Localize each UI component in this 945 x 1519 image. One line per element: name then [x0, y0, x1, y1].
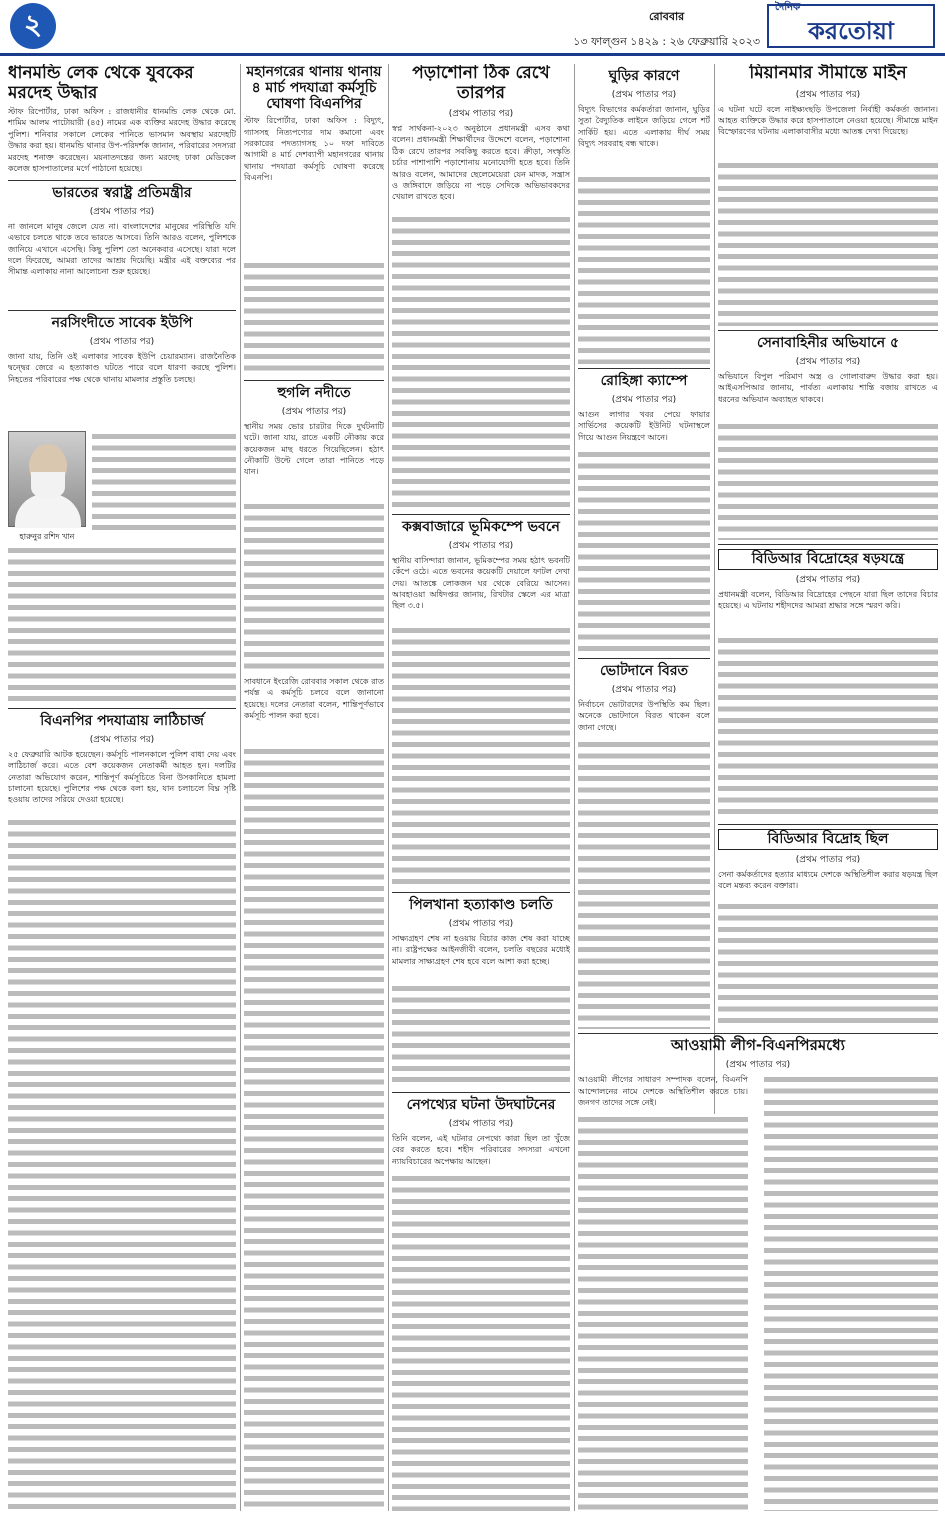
headline-bnp-march[interactable]: মহানগরের থানায় থানায় ৪ মার্চ পদযাত্রা কর্মসূচি ঘোষণা বিএনপির — [246, 64, 382, 113]
newspaper-logo — [767, 1, 935, 48]
continued-label: (প্রথম পাতার পর) — [89, 206, 155, 217]
continued-label: (প্রথম পাতার পর) — [611, 394, 677, 405]
continued-label: (প্রথম পাতার পর) — [448, 918, 514, 929]
column-5 — [718, 64, 938, 1029]
article-continuation — [244, 676, 384, 1511]
article-kite — [578, 64, 710, 364]
article-body: এ ঘটনা ঘটে বলে নাইক্ষ্যংছড়ি উপজেলা নির্বাহী কর্মকর্তা জানান। আহত ব্যক্তিকে উদ্ধার করে হাসপাতালে নেওয়া হয়েছে। সীমান্তে মাইন বিস্ফোরণের ঘটনায় এলাকাবাসীর মধ্যে আতঙ্ক দেখা দিয়েছে। — [718, 104, 938, 137]
headline-study[interactable]: পড়াশোনা ঠিক রেখে তারপর — [412, 64, 550, 103]
headline-india-minister[interactable]: ভারতের স্বরাষ্ট্র প্রতিমন্ত্রীর — [52, 185, 192, 201]
article-myanmar-mine — [718, 64, 938, 326]
article-bdr-mutiny — [718, 824, 938, 1029]
article-body: ২৫ ফেব্রুয়ারি আটক হয়েছেন। কর্মসূচি পালনকালে পুলিশ বাধা দেয় এবং লাঠিচার্জ করে। এতে বেশ কয়েকজন নেতাকর্মী আহত হন। দলটির নেতারা অভিযোগ করেন, শান্তিপূর্ণ কর্মসূচিতে বিনা উসকানিতে হামলা চালানো হয়েছে। পুলিশের পক্ষ থেকে বলা হয়, যান চলাচলে বিঘ্ন সৃষ্টি হওয়ায় তাদের সরিয়ে দেওয়া হয়েছে। — [8, 749, 236, 805]
headline-kite[interactable]: ঘুড়ির কারণে — [608, 68, 680, 84]
article-body: সাবধানে ইংরেজি রোববার সকাল থেকে রাত পর্যন্ত এ কর্মসূচি চলবে বলে জানানো হয়েছে। দলের নেতারা বলেন, শান্তিপূর্ণভাবে কর্মসূচি পালন করা হবে। — [244, 677, 384, 721]
column-1 — [8, 64, 236, 1511]
headline-hooghly[interactable]: হুগলি নদীতে — [277, 385, 351, 401]
logo-title: করতোয়া — [808, 16, 894, 45]
article-bnp-march — [244, 64, 384, 376]
dateline — [573, 8, 760, 52]
continued-label: (প্রথম পাতার পর) — [448, 540, 514, 551]
article-body: জানা যায়, তিনি ওই এলাকার সাবেক ইউপি চেয়ারম্যান। রাজনৈতিক দ্বন্দ্বের জেরে এ হত্যাকাণ্ড ঘটতে পারে বলে ধারণা করছে পুলিশ। নিহতের পরিবারের পক্ষ থেকে থানায় মামলার প্রস্তুতি চলছে। — [8, 351, 236, 384]
column-rule — [388, 64, 389, 1511]
day-label: রোববার — [649, 10, 685, 23]
headline-myanmar-mine[interactable]: মিয়ানমার সীমান্তে মাইন — [749, 64, 907, 83]
continued-label: (প্রথম পাতার পর) — [795, 356, 861, 367]
article-bnp-lathicharge — [8, 708, 236, 1511]
column-4 — [578, 64, 710, 1029]
continued-label: (প্রথম পাতার পর) — [611, 684, 677, 695]
headline-awami-bnp[interactable]: আওয়ামী লীগ-বিএনপিরমধ্যে — [671, 1036, 845, 1054]
article-study — [392, 64, 570, 510]
article-body: তিনি বলেন, এই ঘটনার নেপথ্যে কারা ছিল তা খুঁজে বের করতে হবে। শহীদ পরিবারের সদস্যরা এখনো ন্যায়বিচারের অপেক্ষায় আছেন। — [392, 1133, 570, 1166]
article-body: সেনা কর্মকর্তাদের হত্যার মাধ্যমে দেশকে অস্থিতিশীল করার ষড়যন্ত্র ছিল বলে মন্তব্য করেন বক্তারা। — [718, 869, 938, 891]
article-body: বিদ্যুৎ বিভাগের কর্মকর্তারা জানান, ঘুড়ির সুতা বৈদ্যুতিক লাইনে জড়িয়ে গেলে শর্ট সার্কিট হয়। এতে এলাকায় দীর্ঘ সময় বিদ্যুৎ সরবরাহ বন্ধ থাকে। — [578, 104, 710, 148]
page-number: ২ — [10, 3, 56, 49]
article-body: আগুন লাগার খবর পেয়ে ফায়ার সার্ভিসের কয়েকটি ইউনিট ঘটনাস্থলে গিয়ে আগুন নিয়ন্ত্রণে আনে। — [578, 409, 710, 442]
article-narsingdi — [8, 310, 236, 704]
article-rohingya — [578, 368, 710, 654]
headline-pilkhana[interactable]: পিলখানা হত্যাকাণ্ড চলতি — [409, 897, 553, 913]
article-voting — [578, 658, 710, 1029]
article-hooghly — [244, 380, 384, 670]
article-pilkhana — [392, 892, 570, 1088]
headline-voting[interactable]: ভোটদানে বিরত — [599, 663, 689, 679]
article-body: না জানলে মানুষ জেলে যেত না। বাংলাদেশের মানুষের পরিস্থিতি যদি এভাবে চলতে থাকে তবে ভারতে আসবে। তিনি আরও বলেন, পুলিশকে জানিয়ে এখানে এসেছি। কিছু পুলিশ তো অনেকবার এসেছে। যারা দলে দলে ফিরেছে, আমরা তাদের আশ্রয় দিয়েছি। মন্ত্রীর এই বক্তব্যের পর সীমান্ত এলাকায় নানা আলোচনা শুরু হয়েছে। — [8, 221, 236, 277]
article-dhanmondi — [8, 64, 236, 176]
article-awami-bnp — [578, 1033, 938, 1511]
column-rule — [240, 64, 241, 1511]
headline-army-operation[interactable]: সেনাবাহিনীর অভিযানে ৫ — [756, 335, 900, 351]
continued-label: (প্রথম পাতার পর) — [448, 1118, 514, 1129]
portrait-photo — [8, 431, 86, 527]
headline-behind-scenes[interactable]: নেপথ্যের ঘটনা উদঘাটনের — [406, 1097, 556, 1113]
headline-coxsbazar[interactable]: কক্সবাজারে ভূমিকম্পে ভবনে — [402, 519, 560, 535]
headline-bdr-mutiny[interactable]: বিডিআর বিদ্রোহ ছিল — [718, 829, 938, 850]
article-behind-scenes — [392, 1092, 570, 1511]
headline-bdr-conspiracy[interactable]: বিডিআর বিদ্রোহের ষড়যন্ত্রে — [718, 549, 938, 570]
article-body: স্বপ্ন সার্থকনা-২০২৩ অনুষ্ঠানে প্রধানমন্ত্রী এসব কথা বলেন। প্রধানমন্ত্রী শিক্ষার্থীদের উদ্দেশে বলেন, পড়াশোনা ঠিক রেখে তারপর সবকিছু করতে হবে। ক্রীড়া, সংস্কৃতি চর্চার পাশাপাশি পড়াশোনায় মনোযোগী হতে হবে। তিনি আরও বলেন, আমাদের ছেলেমেয়েরা যেন মাদক, সন্ত্রাস ও জঙ্গিবাদে জড়িয়ে না পড়ে সেদিকে অভিভাবকদের খেয়াল রাখতে হবে। — [392, 124, 570, 202]
article-body: স্থানীয় সময় ভোর চারটার দিকে দুর্ঘটনাটি ঘটে। জানা যায়, রাতে একটি নৌকায় করে কয়েকজন মাছ ধরতে গিয়েছিলেন। হঠাৎ নৌকাটি উল্টে গেলে তারা পানিতে পড়ে যান। — [244, 421, 384, 477]
continued-label: (প্রথম পাতার পর) — [795, 854, 861, 865]
continued-label: (প্রথম পাতার পর) — [725, 1060, 791, 1071]
column-rule — [574, 64, 575, 1511]
article-body: সাক্ষ্যগ্রহণ শেষ না হওয়ায় বিচার কাজ শেষ করা যাচ্ছে না। রাষ্ট্রপক্ষের আইনজীবী বলেন, চলতি বছরের মধ্যেই মামলার সাক্ষ্যগ্রহণ শেষ হবে বলে আশা করা হচ্ছে। — [392, 933, 570, 966]
headline-bnp-lathicharge[interactable]: বিএনপির পদযাত্রায় লাঠিচার্জ — [40, 713, 204, 729]
article-body: নির্বাচনে ভোটারদের উপস্থিতি কম ছিল। অনেকে ভোটদানে বিরত থাকেন বলে জানা গেছে। — [578, 699, 710, 732]
headline-dhanmondi[interactable]: ধানমন্ডি লেক থেকে যুবকের মরদেহ উদ্ধার — [8, 64, 194, 103]
article-body: স্থানীয় বাসিন্দারা জানান, ভূমিকম্পের সময় হঠাৎ ভবনটি কেঁপে ওঠে। এতে ভবনের কয়েকটি দেয়ালে ফাটল দেখা দেয়। আতঙ্কে লোকজন ঘর থেকে বেরিয়ে আসেন। আবহাওয়া অধিদপ্তর জানায়, রিখটার স্কেলে এর মাত্রা ছিল ৩.৫। — [392, 555, 570, 611]
continued-label: (প্রথম পাতার পর) — [89, 336, 155, 347]
logo-small-text: দৈনিক — [775, 1, 801, 13]
article-army-operation — [718, 330, 938, 540]
article-india-minister — [8, 180, 236, 306]
photo-caption: হারুনুর রশিদ খান — [19, 532, 75, 541]
article-body: আওয়ামী লীগের সাধারণ সম্পাদক বলেন, বিএনপি আন্দোলনের নামে দেশকে অস্থিতিশীল করতে চায়। জনগণ তাদের সঙ্গে নেই। — [578, 1075, 748, 1107]
continued-label: (প্রথম পাতার পর) — [448, 109, 514, 120]
continued-label: (প্রথম পাতার পর) — [89, 734, 155, 745]
headline-rohingya[interactable]: রোহিঙ্গা ক্যাম্পে — [600, 373, 688, 389]
column-3 — [392, 64, 570, 1511]
continued-label: (প্রথম পাতার পর) — [795, 574, 861, 585]
article-body: স্টাফ রিপোর্টার, ঢাকা অফিস : বিদ্যুৎ, গ্যাসসহ নিত্যপণ্যের দাম কমানো এবং সরকারের পদত্যাগসহ ১০ দফা দাবিতে আগামী ৪ মার্চ দেশব্যাপী মহানগরের থানায় থানায় পদযাত্রা কর্মসূচি ঘোষণা করেছে বিএনপি। — [244, 116, 384, 183]
continued-label: (প্রথম পাতার পর) — [611, 89, 677, 100]
headline-narsingdi[interactable]: নরসিংদীতে সাবেক ইউপি — [51, 315, 193, 331]
column-2 — [244, 64, 384, 1511]
date-label: ১৩ ফাল্গুন ১৪২৯ : ২৬ ফেব্রুয়ারি ২০২৩ — [573, 35, 760, 48]
continued-label: (প্রথম পাতার পর) — [795, 89, 861, 100]
continued-label: (প্রথম পাতার পর) — [281, 406, 347, 417]
masthead — [0, 0, 945, 56]
article-body: স্টাফ রিপোর্টার, ঢাকা অফিস : রাজধানীর ধানমন্ডি লেক থেকে মো. শামিম আলম পাটোয়ারী (৪৫) নামের এক ব্যক্তির মরদেহ উদ্ধার করেছে পুলিশ। শনিবার সকালে লেকের পানিতে ভাসমান অবস্থায় মরদেহটি উদ্ধার করা হয়। ধানমন্ডি থানার উপ-পরিদর্শক জানান, পরিবারের সদস্যরা মরদেহ শনাক্ত করেছেন। ময়নাতদন্তের জন্য মরদেহ ঢাকা মেডিকেল কলেজ হাসপাতালের মর্গে পাঠানো হয়েছে। — [8, 107, 236, 173]
article-coxsbazar — [392, 514, 570, 888]
article-body: অভিযানে বিপুল পরিমাণ অস্ত্র ও গোলাবারুদ উদ্ধার করা হয়। আইএসপিআর জানায়, পার্বত্য এলাকায় শান্তি বজায় রাখতে এ ধরনের অভিযান অব্যাহত থাকবে। — [718, 371, 938, 404]
article-body: প্রধানমন্ত্রী বলেন, বিডিআর বিদ্রোহের পেছনে যারা ছিল তাদের বিচার হয়েছে। এ ঘটনায় শহীদদের আমরা শ্রদ্ধার সঙ্গে স্মরণ করি। — [718, 589, 938, 611]
article-bdr-conspiracy — [718, 544, 938, 820]
